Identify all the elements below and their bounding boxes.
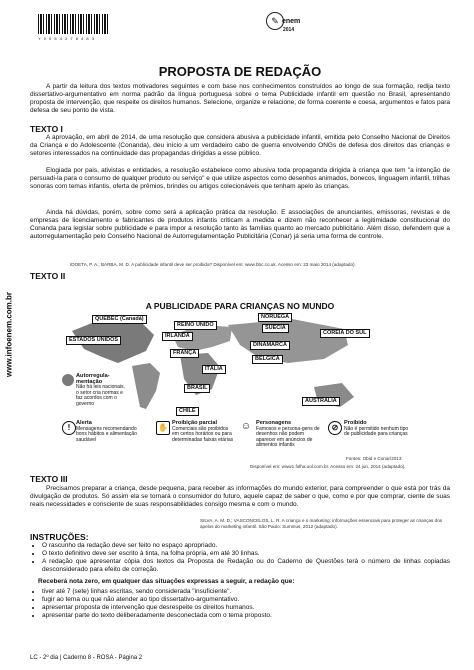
enem-logo-icon: ✎ <box>266 12 284 30</box>
enem-logo <box>266 12 306 42</box>
texto2-heading: TEXTO II <box>30 271 66 281</box>
side-watermark <box>0 280 14 390</box>
legend-alert <box>76 421 142 443</box>
legend-self-regulation <box>76 374 126 408</box>
legend-desc: Mensagens recomendando bons hábitos e alimentação saudável <box>76 425 137 443</box>
texto3-heading: TEXTO III <box>30 474 68 484</box>
country-label-belgium: BÉLGICA <box>252 355 283 364</box>
country-label-chile: CHILE <box>176 407 199 416</box>
legend-forbidden <box>344 421 414 438</box>
intro-paragraph: A partir da leitura dos textos motivadores seguintes e com base nos conhecimentos construídos ao longo de sua formação, redija texto dissertativo-argumentativo em norma padrão da língua portuguesa sobre o tema Publicidade infantil em questão no Brasil, apresentando proposta de intervenção, que respeite os direitos humanos. Selecione, organize e relacione, de forma coerente e coesa, argumentos e fatos para defesa de seu ponto de vista. <box>30 83 450 114</box>
legend-title: Proibição parcial <box>172 420 218 426</box>
country-label-australia: AUSTRÁLIA <box>302 397 340 406</box>
country-label-denmark: DINAMARCA <box>250 341 290 350</box>
side-url: www.infoenem.com.br <box>4 291 14 378</box>
legend-characters <box>256 421 322 449</box>
map-source-2: Disponível em: www1.folha.uol.com.br. Acesso em: 24 jun. 2014 (adaptado). <box>250 464 406 469</box>
zero-score-item: • apresentar proposta de intervenção que desrespeite os direitos humanos. <box>42 604 450 612</box>
country-label-uk: REINO UNIDO <box>174 321 217 330</box>
texto1-p3: Ainda há dúvidas, porém, sobre como será a aplicação prática da resolução. E associações de anunciantes, emissoras, revistas e de empresas de licenciamento e fabricantes de produtos infantis criticam a medida e dizem não reconhecer a legitimidade constitucional do Conanda para legislar sobre publicidade e para impor a resolução tanto às famílias quanto ao mercado publicitário. Além disso, defendem que a autorregulamentação pelo Conselho Nacional de Autorregulamentação Publicitária (Conar) já seria uma forma de controle. <box>30 209 450 240</box>
page-title: PROPOSTA DE REDAÇÃO <box>158 64 322 79</box>
zero-score-item: • apresentar parte do texto deliberadamente desconectada com o tema proposto. <box>42 612 450 620</box>
legend-title: Personagens <box>256 420 292 426</box>
country-label-france: FRANÇA <box>170 349 199 358</box>
legend-forbidden-icon: ⊘ <box>328 421 342 435</box>
barcode-number: Y 0 0 5 4 2 7 8 4 8 3 <box>38 36 95 41</box>
legend-desc: Não é permitido nenhum tipo de publicidade para crianças <box>344 425 409 438</box>
instructions-list <box>30 542 450 574</box>
legend-self-regulation-icon <box>62 374 74 386</box>
instructions-heading: INSTRUÇÕES: <box>30 532 89 542</box>
country-label-south-korea: COREIA DO SUL <box>320 329 370 338</box>
zero-score-item: • tiver até 7 (sete) linhas escritas, sendo considerada "insuficiente". <box>42 588 450 596</box>
texto1-source: IDOETA, P. A.; BARBA, M. D. A publicidade infantil deve ser proibida? Disponível em: www.bbc.co.uk. Acesso em: 23 maio 2014 (adaptado). <box>70 262 356 267</box>
legend-desc: Famosos e persona-gens de desenhos não podem aparecer em anúncios de alimentos infantis <box>256 425 320 449</box>
legend-title: Autorregula-mentação <box>76 373 110 385</box>
zero-score-list <box>30 588 450 620</box>
legend-partial-ban-icon: ✋ <box>156 421 170 435</box>
zero-score-heading: Receberá nota zero, em qualquer das situações expressas a seguir, a redação que: <box>38 578 295 585</box>
country-label-sweden: SUÉCIA <box>262 324 289 333</box>
legend-title: Alerta <box>76 420 92 426</box>
zero-score-item: • fugir ao tema ou que não atender ao tipo dissertativo-argumentativo. <box>42 596 450 604</box>
texto1-heading: TEXTO I <box>30 124 63 134</box>
logo-name: enem <box>282 18 301 25</box>
instruction-item: • A redação que apresentar cópia dos textos da Proposta de Redação ou do Caderno de Questões terá o número de linhas copiadas desconsiderado para efeito de correção. <box>42 558 450 574</box>
map-title: A PUBLICIDADE PARA CRIANÇAS NO MUNDO <box>145 301 335 311</box>
country-label-norway: NORUEGA <box>258 313 292 322</box>
texto3-p1: Precisamos preparar a criança, desde pequena, para receber as informações do mundo exterior, para compreender o que está por trás da divulgação de produtos. Só assim ela se tornará o consumidor do futuro, aquele capaz de saber o que, como e por que comprar, ciente de suas reais necessidades e consciente de suas responsabilidades consigo mesma e com o mundo. <box>30 485 450 508</box>
legend-alert-icon: ! <box>62 421 76 435</box>
texto1-p1: A aprovação, em abril de 2014, de uma resolução que considera abusiva a publicidade infantil, emitida pelo Conselho Nacional de Direitos da Criança e do Adolescente (Conanda), deu início a um verdadeiro cabo de guerra envolvendo ONGs de defesa dos direitos das crianças e setores interessados na continuidade das propagandas dirigidas a esse público. <box>30 134 450 157</box>
texto3-source: SILVA, A. M. D.; VASCONCELOS, L. R. A criança e o marketing: informações essenciais para proteger as crianças dos apelos do marketing infantil. São Paulo: Summus, 2012 (adaptado). <box>200 518 443 529</box>
country-label-italy: ITÁLIA <box>202 365 226 374</box>
legend-title: Proibido <box>344 420 367 426</box>
legend-desc: Não há leis nacionais, o setor cria normas e faz acordos com o governo <box>76 384 125 407</box>
legend-desc: Comerciais são proibidos em certos horários ou para determinadas faixas etárias <box>172 425 234 443</box>
map-source-1: Fontes: Obid e Conar/2013 <box>346 456 402 461</box>
legend-characters-icon: ☺ <box>240 421 252 432</box>
country-label-ireland: IRLANDA <box>162 332 193 341</box>
instruction-item: • O texto definitivo deve ser escrito à tinta, na folha própria, em até 30 linhas. <box>42 550 450 558</box>
instruction-item: • O rascunho da redação deve ser feito no espaço apropriado. <box>42 542 450 550</box>
country-label-quebec: QUÉBEC (Canadá) <box>92 315 147 324</box>
page-footer: LC - 2º dia | Caderno 8 - ROSA - Página 2 <box>30 655 143 661</box>
country-label-brazil: BRASIL <box>184 384 210 393</box>
country-label-usa: ESTADOS UNIDOS <box>66 336 121 345</box>
barcode <box>38 14 108 34</box>
logo-year: 2014 <box>283 27 295 33</box>
legend-partial-ban <box>172 421 234 443</box>
texto1-p2: Elogiada por pais, ativistas e entidades, a resolução estabelece como abusiva toda propaganda dirigida à criança que tem "a intenção de persuadi-la para o consumo de qualquer produto ou serviço" e que utilize aspectos como desenhos animados, bonecos, linguagem infantil, trilhas sonoras com temas infantis, oferta de prêmios, brindes ou artigos colecionáveis que tenham apelo às crianças. <box>30 167 450 190</box>
